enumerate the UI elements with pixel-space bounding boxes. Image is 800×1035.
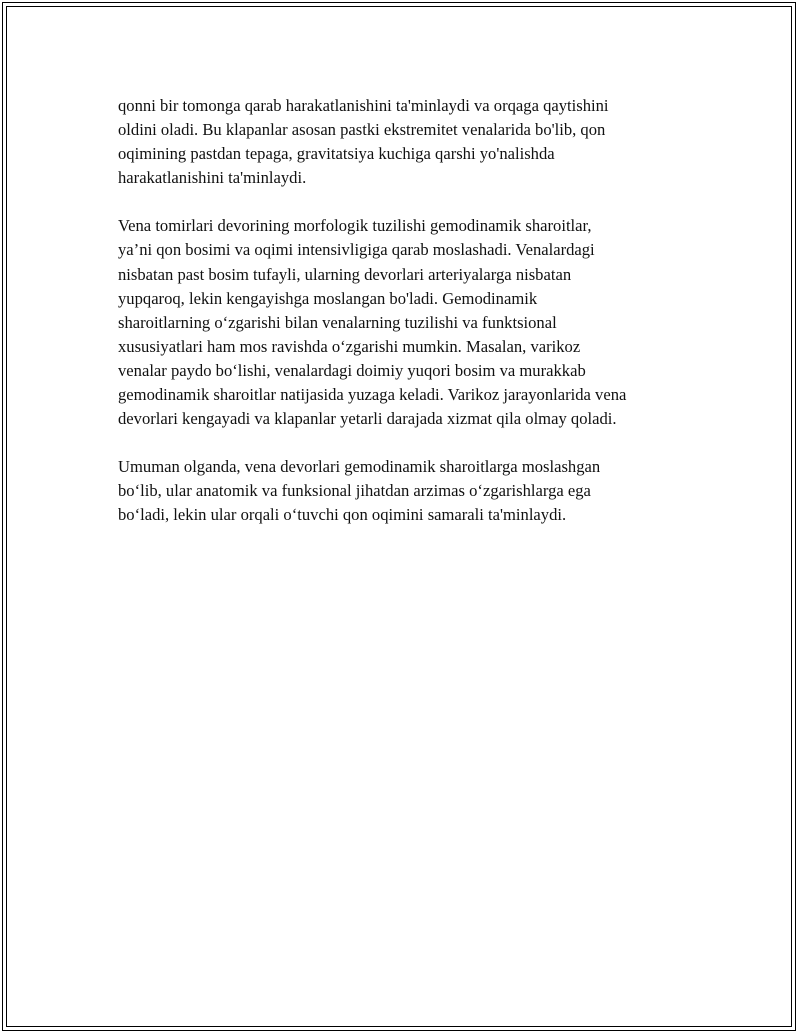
- text-line: Umuman olganda, vena devorlari gemodinamik sharoitlarga moslashgan: [118, 457, 601, 477]
- paragraph-valves: [118, 94, 678, 190]
- text-line: xususiyatlari ham mos ravishda o‘zgarishi mumkin. Masalan, varikoz: [118, 336, 581, 356]
- paragraph-morphology: [118, 214, 678, 431]
- text-line: venalar paydo bo‘lishi, venalardagi doimiy yuqori bosim va murakkab: [118, 360, 586, 380]
- text-line: yupqaroq, lekin kengayishga moslangan bo'ladi. Gemodinamik: [118, 288, 538, 308]
- text-line: oldini oladi. Bu klapanlar asosan pastki ekstremitet venalarida bo'lib, qon: [118, 120, 606, 140]
- text-line: bo‘lib, ular anatomik va funksional jihatdan arzimas o‘zgarishlarga ega: [118, 481, 591, 501]
- text-line: qonni bir tomonga qarab harakatlanishini ta'minlaydi va orqaga qaytishini: [118, 96, 609, 115]
- paragraph-conclusion: [118, 455, 678, 527]
- text-line: sharoitlarning o‘zgarishi bilan venalarning tuzilishi va funktsional: [118, 312, 557, 332]
- text-line: oqimining pastdan tepaga, gravitatsiya kuchiga qarshi yo'nalishda: [118, 144, 555, 164]
- text-line: ya’ni qon bosimi va oqimi intensivligiga qarab moslashadi. Venalardagi: [118, 240, 595, 260]
- text-line: gemodinamik sharoitlar natijasida yuzaga keladi. Varikoz jarayonlarida vena: [118, 385, 627, 405]
- text-line: nisbatan past bosim tufayli, ularning devorlari arteriyalarga nisbatan: [118, 264, 572, 284]
- text-line: Vena tomirlari devorining morfologik tuzilishi gemodinamik sharoitlar,: [118, 216, 592, 236]
- document-body: [118, 94, 678, 552]
- text-line: harakatlanishini ta'minlaydi.: [118, 168, 307, 188]
- text-line: bo‘ladi, lekin ular orqali o‘tuvchi qon oqimini samarali ta'minlaydi.: [118, 505, 567, 525]
- text-line: devorlari kengayadi va klapanlar yetarli darajada xizmat qila olmay qoladi.: [118, 409, 617, 429]
